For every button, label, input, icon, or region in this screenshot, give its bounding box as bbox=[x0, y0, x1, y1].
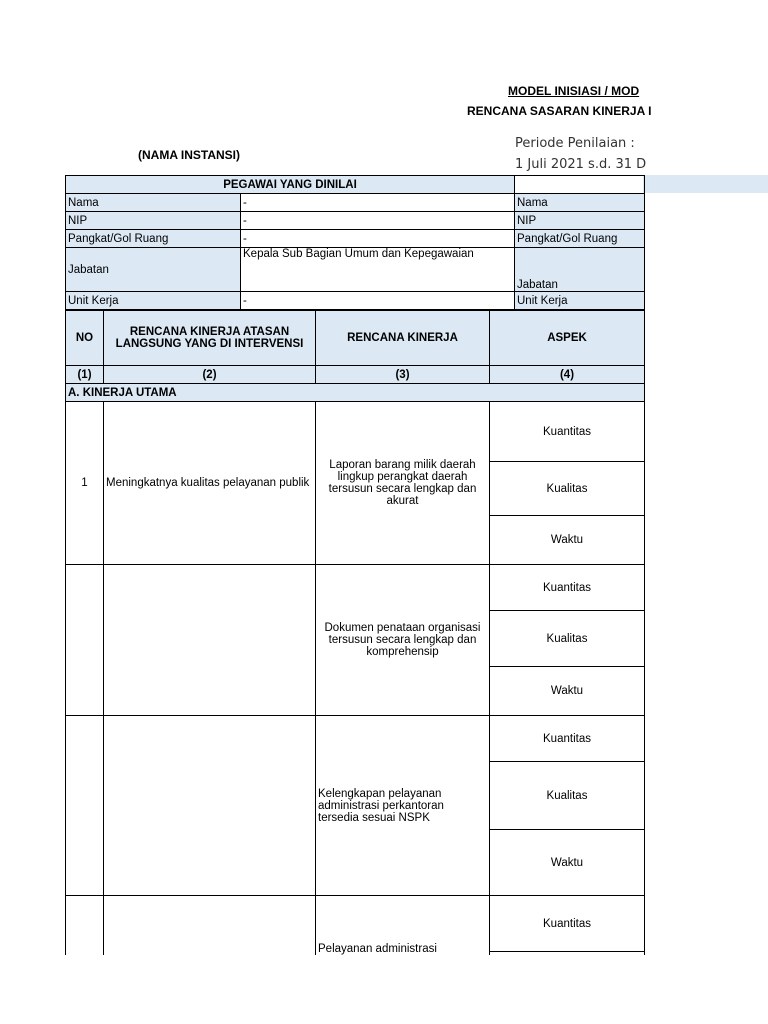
periode-value: 1 Juli 2021 s.d. 31 D bbox=[515, 157, 647, 172]
aspek-cell[interactable]: Kuantitas bbox=[490, 716, 645, 762]
aspek-cell[interactable]: Waktu bbox=[490, 830, 645, 896]
col-no-header: NO bbox=[66, 311, 104, 366]
column-number-row bbox=[66, 366, 645, 384]
aspek-cell[interactable]: Kualitas bbox=[490, 462, 645, 516]
item-number[interactable] bbox=[66, 565, 104, 716]
page-bottom-margin bbox=[0, 955, 768, 1024]
pegawai-value[interactable]: - bbox=[241, 194, 515, 212]
item-atasan[interactable] bbox=[104, 896, 316, 956]
table-row bbox=[66, 402, 645, 462]
pejabat-label: Nama bbox=[515, 194, 645, 212]
item-kinerja[interactable]: Laporan barang milik daerah lingkup perangkat daerah tersusun secara lengkap dan akurat bbox=[316, 402, 490, 565]
item-number[interactable] bbox=[66, 896, 104, 956]
aspek-cell[interactable]: Kualitas bbox=[490, 611, 645, 667]
col-atasan-header: RENCANA KINERJA ATASAN LANGSUNG YANG DI INTERVENSI bbox=[104, 311, 316, 366]
kinerja-table bbox=[65, 310, 645, 956]
pegawai-value[interactable]: - bbox=[241, 292, 515, 310]
pejabat-label: Pangkat/Gol Ruang bbox=[515, 230, 645, 248]
pegawai-label: Jabatan bbox=[66, 248, 241, 292]
pegawai-value[interactable]: - bbox=[241, 212, 515, 230]
col-number: (1) bbox=[66, 366, 104, 384]
item-atasan[interactable] bbox=[104, 716, 316, 896]
aspek-cell[interactable]: Kualitas bbox=[490, 762, 645, 830]
pejabat-label: NIP bbox=[515, 212, 645, 230]
periode-label: Periode Penilaian : bbox=[515, 136, 635, 151]
pegawai-value[interactable]: - bbox=[241, 230, 515, 248]
col-aspek-header: ASPEK bbox=[490, 311, 645, 366]
header-fill-band bbox=[643, 175, 768, 193]
aspek-cell[interactable]: Kuantitas bbox=[490, 565, 645, 611]
col-number: (3) bbox=[316, 366, 490, 384]
item-number[interactable] bbox=[66, 716, 104, 896]
aspek-cell[interactable]: Kuantitas bbox=[490, 402, 645, 462]
pegawai-value[interactable]: Kepala Sub Bagian Umum dan Kepegawaian bbox=[241, 248, 515, 292]
pegawai-table bbox=[65, 175, 645, 310]
aspek-cell[interactable]: Waktu bbox=[490, 516, 645, 565]
item-atasan[interactable] bbox=[104, 565, 316, 716]
pegawai-row bbox=[66, 292, 645, 310]
table-row bbox=[66, 565, 645, 611]
pegawai-row bbox=[66, 212, 645, 230]
pegawai-section-title: PEGAWAI YANG DINILAI bbox=[66, 176, 515, 194]
document-subtitle: RENCANA SASARAN KINERJA I bbox=[467, 104, 652, 118]
table-row bbox=[66, 896, 645, 952]
pejabat-label: Unit Kerja bbox=[515, 292, 645, 310]
section-a-title: A. KINERJA UTAMA bbox=[66, 384, 645, 402]
pegawai-label: Nama bbox=[66, 194, 241, 212]
pegawai-row bbox=[66, 230, 645, 248]
item-kinerja[interactable]: Kelengkapan pelayanan administrasi perkantoran tersedia sesuai NSPK bbox=[316, 716, 490, 896]
col-kinerja-header: RENCANA KINERJA bbox=[316, 311, 490, 366]
aspek-cell[interactable]: Waktu bbox=[490, 667, 645, 716]
pejabat-section-cell bbox=[515, 176, 645, 194]
col-number: (2) bbox=[104, 366, 316, 384]
col-number: (4) bbox=[490, 366, 645, 384]
table-row bbox=[66, 716, 645, 762]
pegawai-label: Pangkat/Gol Ruang bbox=[66, 230, 241, 248]
pegawai-row bbox=[66, 194, 645, 212]
pegawai-label: NIP bbox=[66, 212, 241, 230]
document-title: MODEL INISIASI / MOD bbox=[508, 84, 640, 98]
pejabat-label: Jabatan bbox=[515, 248, 645, 292]
item-kinerja[interactable]: Pelayanan administrasi bbox=[316, 896, 490, 956]
instansi-label: (NAMA INSTANSI) bbox=[138, 148, 240, 162]
aspek-cell[interactable]: Kuantitas bbox=[490, 896, 645, 952]
column-header-row bbox=[66, 311, 645, 366]
item-number[interactable]: 1 bbox=[66, 402, 104, 565]
item-atasan[interactable]: Meningkatnya kualitas pelayanan publik bbox=[104, 402, 316, 565]
pegawai-row bbox=[66, 248, 645, 292]
pegawai-label: Unit Kerja bbox=[66, 292, 241, 310]
item-kinerja[interactable]: Dokumen penataan organisasi tersusun secara lengkap dan komprehensip bbox=[316, 565, 490, 716]
